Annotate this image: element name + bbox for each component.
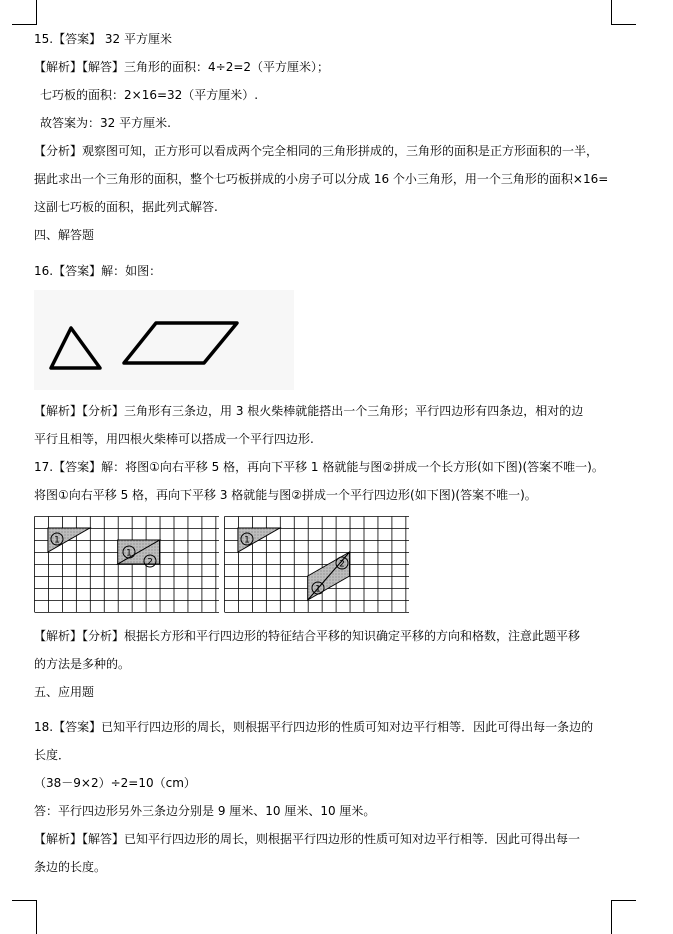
answer-17-line-2: 将图①向右平移 5 格，再向下平移 3 格就能与图②拼成一个平行四边形(如下图)(答案不唯一)。: [34, 488, 537, 502]
svg-text:2: 2: [147, 557, 153, 568]
answer-16-heading: 16.【答案】解：如图：: [34, 264, 162, 278]
matchstick-shapes-figure: [34, 290, 294, 390]
grid-figure-parallelogram: [224, 516, 410, 613]
svg-text:1: 1: [54, 535, 60, 546]
crop-mark-tl-h: [12, 24, 37, 25]
answer-16-analysis-2: 平行且相等，用四根火柴棒可以搭成一个平行四边形.: [34, 432, 314, 446]
svg-text:1: 1: [315, 584, 321, 595]
answer-15-analysis-2: 据此求出一个三角形的面积，整个七巧板拼成的小房子可以分成 16 个小三角形，用一个三角形的面积×16=: [34, 172, 609, 186]
answer-18-result: 答：平行四边形另外三条边分别是 9 厘米、10 厘米、10 厘米。: [34, 804, 376, 818]
section-5-heading: 五、应用题: [34, 685, 95, 699]
answer-18-analysis-1: 【解析】【解答】已知平行四边形的周长，则根据平行四边形的性质可知对边平行相等．因此可得出每一: [34, 832, 581, 846]
answer-16-analysis-1: 【解析】【分析】三角形有三条边，用 3 根火柴棒就能搭出一个三角形；平行四边形有四条边，相对的边: [34, 404, 584, 418]
answer-18-line-1: 18.【答案】已知平行四边形的周长，则根据平行四边形的性质可知对边平行相等．因此可得出每一条边的: [34, 720, 594, 734]
answer-17-analysis-2: 的方法是多种的。: [34, 657, 131, 671]
crop-mark-br-v: [611, 900, 612, 934]
crop-mark-bl-v: [36, 900, 37, 934]
figure-background: [34, 290, 294, 390]
grid-figure-rectangle: [34, 516, 220, 613]
answer-15-analysis-3: 这副七巧板的面积，据此列式解答.: [34, 200, 218, 214]
answer-15-tangram-area: 七巧板的面积：2×16=32（平方厘米）.: [40, 88, 259, 102]
answer-15-conclusion: 故答案为：32 平方厘米.: [40, 116, 171, 130]
answer-17-line-1: 17.【答案】解：将图①向右平移 5 格，再向下平移 1 格就能与图②拼成一个长方形(如下图)(答案不唯一)。: [34, 460, 604, 474]
crop-mark-br-h: [611, 900, 636, 901]
crop-mark-tr-v: [611, 0, 612, 24]
answer-18-analysis-2: 条边的长度。: [34, 860, 107, 874]
answer-18-line-2: 长度．: [34, 748, 71, 762]
answer-17-analysis-1: 【解析】【分析】根据长方形和平行四边形的特征结合平移的知识确定平移的方向和格数，注意此题平移: [34, 629, 581, 643]
crop-mark-tl-v: [36, 0, 37, 24]
answer-15-analysis-1: 【分析】观察图可知，正方形可以看成两个完全相同的三角形拼成的，三角形的面积是正方形面积的一半，: [34, 144, 599, 158]
answer-15-solution: 【解析】【解答】三角形的面积：4÷2=2（平方厘米）；: [34, 60, 330, 74]
svg-text:2: 2: [339, 559, 345, 570]
crop-mark-bl-h: [12, 900, 37, 901]
svg-text:1: 1: [244, 535, 250, 546]
svg-text:1: 1: [126, 548, 132, 559]
answer-18-formula: （38－9×2）÷2=10（cm）: [34, 776, 196, 790]
section-4-heading: 四、解答题: [34, 228, 95, 242]
crop-mark-tr-h: [611, 24, 636, 25]
answer-15-heading: 15.【答案】 32 平方厘米: [34, 32, 172, 46]
